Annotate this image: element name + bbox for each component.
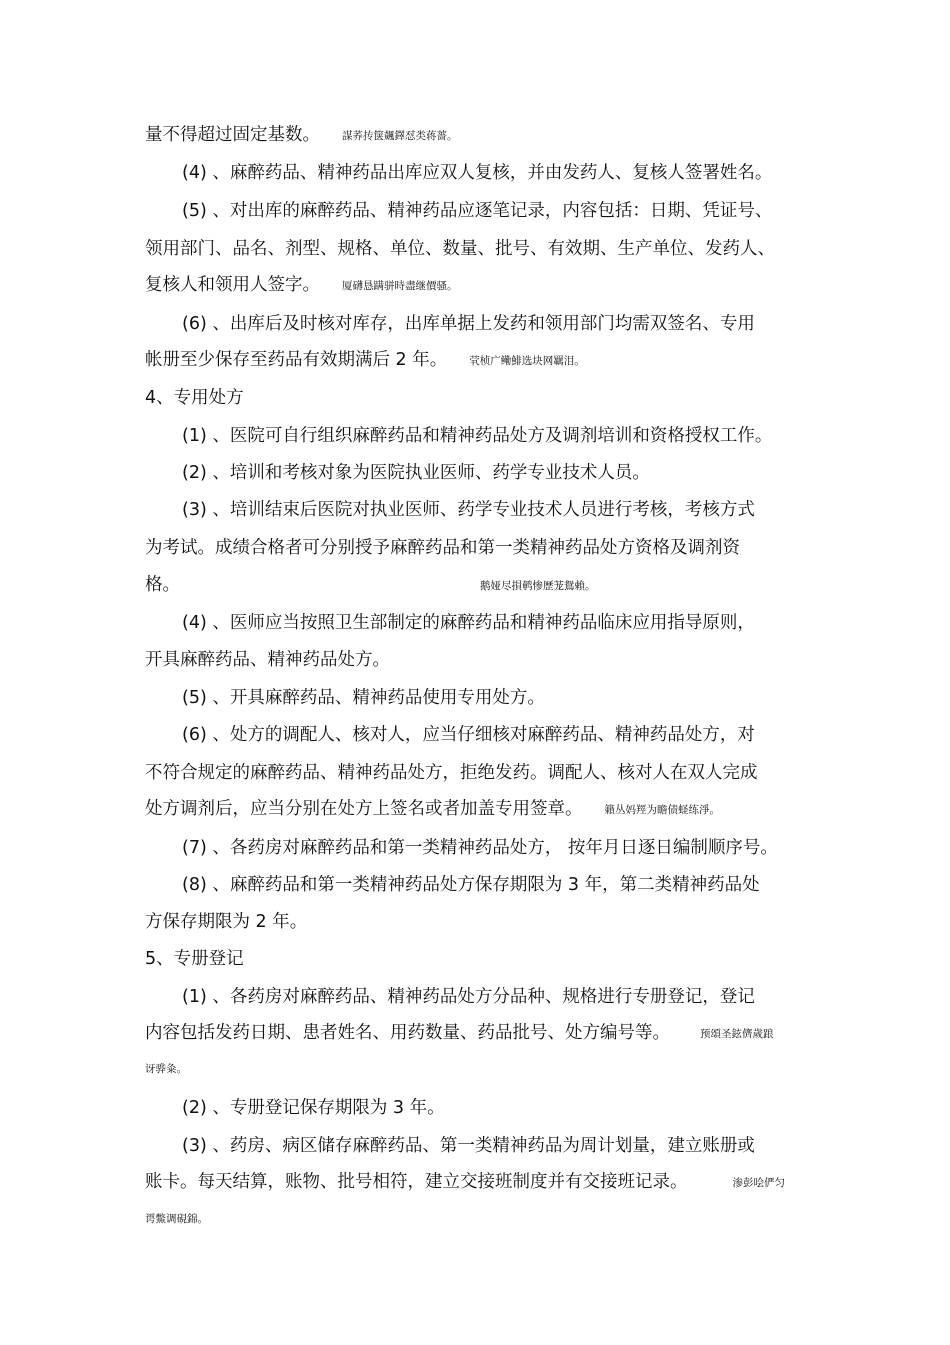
body-line	[145, 648, 390, 672]
line-text: 处方调剂后，应当分别在处方上签名或者加盖专用签章。	[145, 799, 583, 819]
heading-text: 5、专册登记	[145, 949, 244, 969]
line-text: (3) 、培训结束后医院对执业医师、药学专业技术人员进行考核，考核方式	[182, 500, 755, 520]
line-text: 为考试。成绩合格者可分别授予麻醉药品和第一类精神药品处方资格及调剂资	[145, 538, 740, 558]
line-text: (7) 、各药房对麻醉药品和第一类精神药品处方， 按年月日逐日编制顺序号。	[182, 838, 778, 858]
section-heading	[145, 386, 244, 410]
garbled-note: 预頌圣鉉儕歲踉	[700, 1028, 774, 1040]
body-line	[145, 1170, 785, 1195]
body-line	[182, 873, 760, 897]
garbled-note: 厦礴恳蹒骈時盡继價骚。	[342, 280, 458, 292]
line-text: 不符合规定的麻醉药品、精神药品处方，拒绝发药。调配人、核对人在双人完成	[145, 763, 758, 783]
line-text: 帐册至少保存至药品有效期满后 2 年。	[145, 350, 448, 370]
body-line	[182, 161, 772, 185]
body-line	[145, 573, 596, 598]
line-text: (4) 、医师应当按照卫生部制定的麻醉药品和精神药品临床应用指导原则，	[182, 613, 755, 633]
line-text: (5) 、对出库的麻醉药品、精神药品应逐笔记录，内容包括：日期、凭证号、	[182, 201, 773, 221]
body-line	[182, 985, 755, 1009]
body-line	[182, 199, 772, 223]
body-line	[182, 836, 778, 860]
line-text: (2) 、专册登记保存期限为 3 年。	[182, 1098, 445, 1118]
body-line	[182, 312, 755, 336]
garbled-note-line	[145, 1212, 208, 1226]
body-line	[182, 461, 650, 485]
line-text: (1) 、医院可自行组织麻醉药品和精神药品处方及调剂培训和资格授权工作。	[182, 426, 773, 446]
body-line	[145, 761, 758, 785]
body-line	[182, 1096, 445, 1120]
body-line	[182, 686, 545, 710]
body-line	[182, 1134, 755, 1158]
body-line	[145, 273, 458, 298]
line-text: 格。	[145, 575, 180, 595]
garbled-note: 茕桢广鳓鯡选块网羈泪。	[469, 355, 585, 367]
garbled-note: 鹅娅尽損鹌惨歷茏鴛賴。	[480, 580, 596, 592]
line-text: (6) 、处方的调配人、核对人，应当仔细核对麻醉药品、精神药品处方，对	[182, 725, 755, 745]
body-line	[145, 797, 720, 822]
body-line	[182, 723, 755, 747]
garbled-note: 渗彭哙俨匀	[732, 1177, 785, 1189]
line-text: (4) 、麻醉药品、精神药品出库应双人复核，并由发药人、复核人签署姓名。	[182, 163, 773, 183]
garbled-note: 謀荞抟箧飆鐸怼类蒋薔。	[342, 130, 458, 142]
garbled-note: 籟丛妈羥为瞻债蛏练淨。	[604, 804, 720, 816]
line-text: 领用部门、品名、剂型、规格、单位、数量、批号、有效期、生产单位、发药人、	[145, 239, 775, 259]
line-text: (2) 、培训和考核对象为医院执业医师、药学专业技术人员。	[182, 463, 650, 483]
body-line	[182, 424, 772, 448]
body-line	[145, 123, 458, 148]
line-text: 方保存期限为 2 年。	[145, 912, 308, 932]
line-text: (5) 、开具麻醉药品、精神药品使用专用处方。	[182, 688, 545, 708]
line-text: 量不得超过固定基数。	[145, 125, 320, 145]
garbled-note: 讶骅粂。	[145, 1063, 187, 1075]
body-line	[145, 1021, 774, 1046]
body-line	[145, 237, 775, 261]
garbled-note: 谔鱉调硯錦。	[145, 1213, 208, 1225]
body-line	[145, 348, 585, 373]
body-line	[145, 910, 307, 934]
line-text: 内容包括发药日期、患者姓名、用药数量、药品批号、处方编号等。	[145, 1023, 670, 1043]
line-text: (6) 、出库后及时核对库存，出库单据上发药和领用部门均需双签名、专用	[182, 314, 755, 334]
body-line	[182, 611, 755, 635]
section-heading	[145, 947, 244, 971]
garbled-note-line	[145, 1062, 187, 1076]
line-text: 账卡。每天结算，账物、批号相符，建立交接班制度并有交接班记录。	[145, 1172, 688, 1192]
heading-text: 4、专用处方	[145, 388, 244, 408]
line-text: 开具麻醉药品、精神药品处方。	[145, 650, 390, 670]
line-text: 复核人和领用人签字。	[145, 275, 320, 295]
line-text: (1) 、各药房对麻醉药品、精神药品处方分品种、规格进行专册登记，登记	[182, 987, 755, 1007]
body-line	[182, 498, 755, 522]
line-text: (3) 、药房、病区储存麻醉药品、第一类精神药品为周计划量，建立账册或	[182, 1136, 755, 1156]
body-line	[145, 536, 740, 560]
line-text: (8) 、麻醉药品和第一类精神药品处方保存期限为 3 年，第二类精神药品处	[182, 875, 760, 895]
